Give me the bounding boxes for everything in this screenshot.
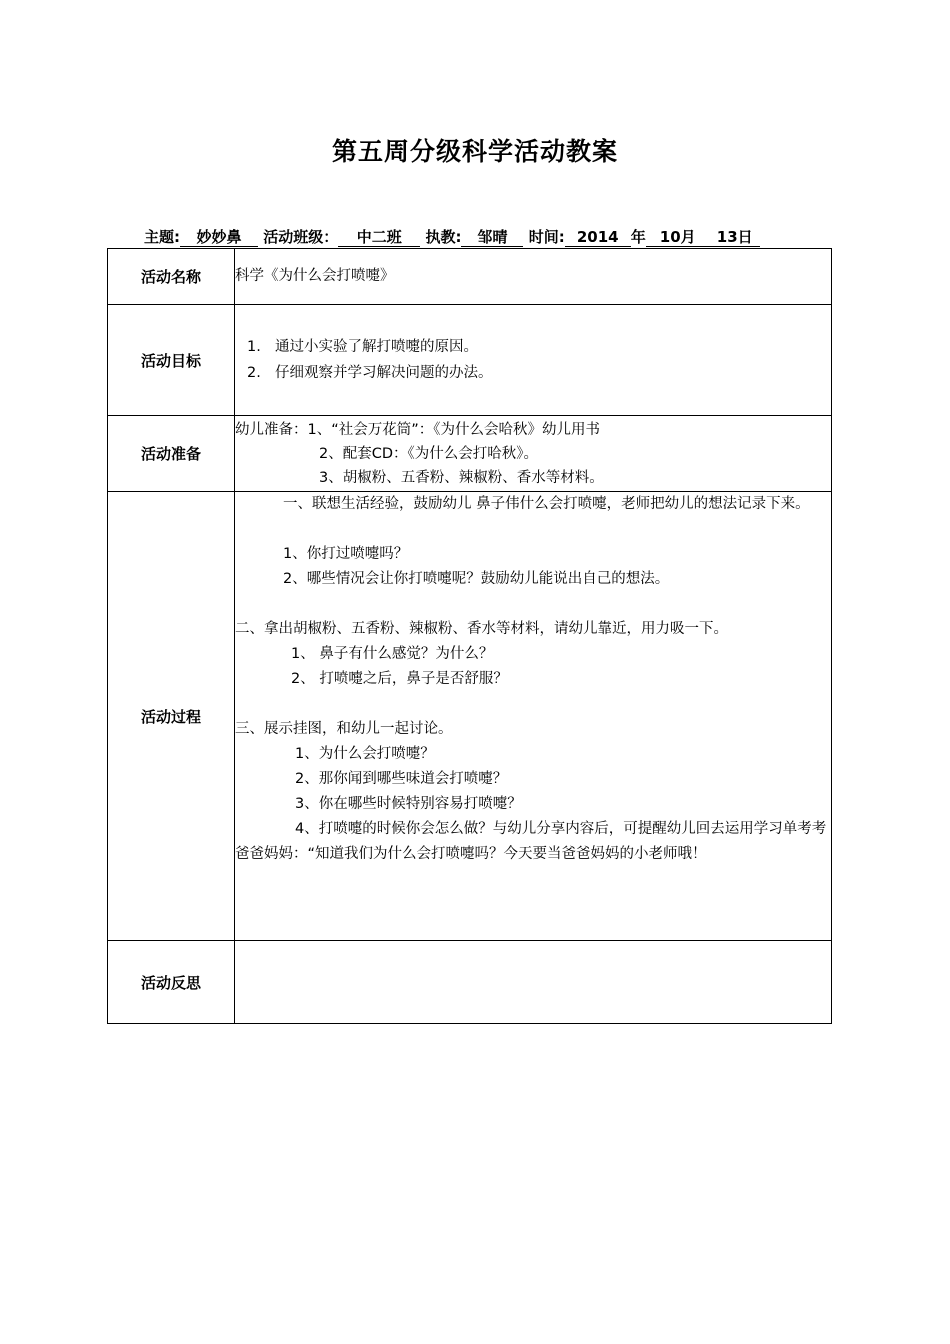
- row-activity-prep: [108, 416, 832, 492]
- process-paragraph: 三、展示挂图，和幼儿一起讨论。: [235, 721, 453, 737]
- process-question: 1、 鼻子有什么感觉？为什么？: [291, 646, 494, 662]
- process-question: 4、打喷嚏的时候你会怎么做？与幼儿分享内容后，可提醒幼儿回去运用学习单考考爸爸妈妈：“知道我们为什么会打喷嚏吗？今天要当爸爸妈妈的小老师哦！: [235, 821, 827, 862]
- activity-goals-content: [235, 305, 832, 416]
- process-paragraph: 二、拿出胡椒粉、五香粉、辣椒粉、香水等材料，请幼儿靠近，用力吸一下。: [235, 621, 728, 637]
- goal-item: [247, 334, 831, 360]
- day-value: 13日: [710, 228, 760, 247]
- row-activity-goals: [108, 305, 832, 416]
- goal-text: 仔细观察并学习解决问题的办法。: [275, 365, 493, 381]
- activity-process-label: 活动过程: [108, 492, 235, 941]
- activity-prep-content: [235, 416, 832, 492]
- page-title: 第五周分级科学活动教案: [331, 137, 618, 166]
- activity-name-label: 活动名称: [108, 249, 235, 305]
- teacher-label: 执教:: [425, 228, 462, 246]
- process-question: 2、那你闻到哪些味道会打喷嚏？: [295, 771, 508, 787]
- activity-name-content: 科学《为什么会打喷嚏》: [235, 249, 832, 305]
- goals-list: [235, 334, 831, 386]
- activity-reflection-content[interactable]: [235, 941, 832, 1024]
- info-line: [144, 227, 760, 247]
- process-question: 3、你在哪些时候特别容易打喷嚏？: [295, 796, 522, 812]
- prep-line: 3、胡椒粉、五香粉、辣椒粉、香水等材料。: [319, 469, 604, 486]
- activity-reflection-label: 活动反思: [108, 941, 235, 1024]
- activity-process-content: [235, 492, 832, 941]
- goal-item: [247, 360, 831, 386]
- activity-goals-label: 活动目标: [108, 305, 235, 416]
- row-activity-process: [108, 492, 832, 941]
- time-label: 时间:: [528, 228, 565, 246]
- teacher-value: 邹晴: [461, 228, 523, 247]
- class-label: 活动班级：: [263, 228, 339, 246]
- goal-text: 通过小实验了解打喷嚏的原因。: [275, 339, 478, 355]
- activity-prep-label: 活动准备: [108, 416, 235, 492]
- year-unit: 年: [630, 228, 646, 246]
- prep-line: 幼儿准备：1、“社会万花筒”：《为什么会哈秋》幼儿用书: [235, 421, 600, 438]
- row-activity-reflection: [108, 941, 832, 1024]
- month-value: 10月: [646, 228, 710, 247]
- year-value: 2014: [565, 228, 631, 247]
- row-activity-name: [108, 249, 832, 305]
- lesson-plan-table: [107, 248, 832, 1024]
- prep-line: 2、配套CD：《为什么会打哈秋》。: [319, 445, 539, 462]
- goal-number: 2.: [247, 365, 261, 381]
- process-question: 1、你打过喷嚏吗？: [283, 546, 409, 562]
- goal-number: 1.: [247, 339, 261, 355]
- theme-label: 主题:: [144, 228, 180, 246]
- class-value: 中二班: [338, 228, 420, 247]
- process-question: 2、 打喷嚏之后，鼻子是否舒服？: [291, 671, 508, 687]
- process-question: 2、哪些情况会让你打喷嚏呢？鼓励幼儿能说出自己的想法。: [283, 571, 670, 587]
- process-paragraph: 一、联想生活经验，鼓励幼儿 鼻子伟什么会打喷嚏，老师把幼儿的想法记录下来。: [283, 496, 810, 512]
- process-question: 1、为什么会打喷嚏？: [295, 746, 435, 762]
- theme-value: 妙妙鼻: [180, 228, 258, 247]
